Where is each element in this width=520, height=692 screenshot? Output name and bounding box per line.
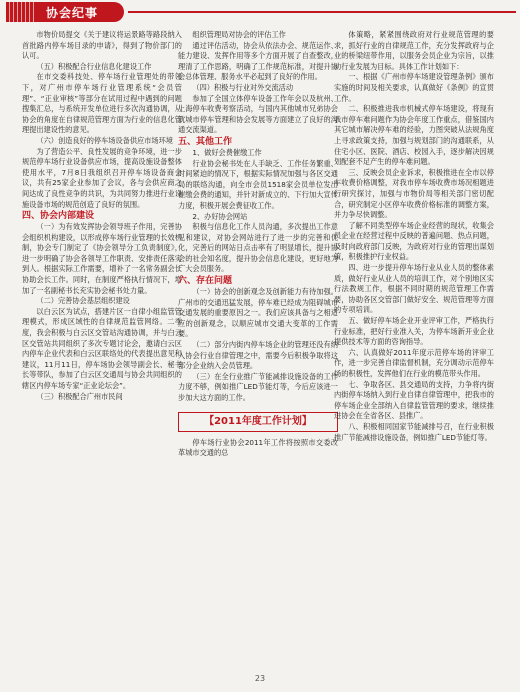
subheading: 2、办好协会网站 (192, 211, 248, 221)
paragraph: 停车场行业协会2011年工作将按照市交委改革城市交通的总 (178, 437, 338, 458)
subheading: 1、做好会费催缴工作 (192, 147, 262, 157)
paragraph: 七、争取各区、县交通局的支持，力争将内街内街停车场纳入到行业自律自律管理中，把我市的停车场企业全部纳入自律监管管理的要求，继续推进协会在全省各区、县推广。 (334, 379, 494, 421)
section-heading: 六、存在问题 (178, 276, 233, 287)
paragraph: 积极与信息化工作人员沟通，多次提出工作意见和建议，对协会网站进行了进一步的完善和优化，完善后的网站日点击率有了明显增长，提升协会的社会知名度，提升协会信息化建设，更好地为广大会员服务。 (178, 222, 338, 274)
paragraph: 五、做好停车场企业开业评审工作，严格执行行业标准，把好行业准入关，为停车场新开业企业提供技术等方面的咨询指导。 (334, 316, 494, 347)
section-heading: 四、协会内部建设 (22, 211, 95, 222)
paragraph: 八、积极相同国家节能减排号召，在行业积极推广节能减排设施设备，例如推广LED节能灯等。 (334, 421, 494, 442)
paragraph: 组织管理局对协会的评估工作 (192, 30, 286, 39)
header-rule (128, 11, 516, 13)
section-tab (6, 2, 124, 22)
column-1 (22, 30, 182, 402)
paragraph: 体策略，紧紧围绕政府对行业规范管理的要求，抓好行业的自律规范工作，充分发挥政府与企业的桥梁纽带作用，以服务会员企业为宗旨，以推动行业发展为目标。具体工作计划如下： (334, 30, 494, 71)
section-title: 协会纪事 (46, 6, 99, 20)
paragraph: （一）协会的创新观念及创新能力有待加强。广州市的交通迅猛发展，停车难已经成为阻碍城市交通发展的重要原因之一。我们应该具备与之相适应的创新观念，以顺应城市交通大变革的工作需要。 (178, 287, 338, 339)
page-header (0, 0, 520, 26)
column-2 (178, 30, 338, 459)
paragraph: 一、根据《广州市停车场建设管理条例》颁布实施的时间及相关要求，认真做好《条例》的宣贯工作。 (334, 72, 494, 103)
paragraph: 行业协会秘书处在人手缺乏、工作任务繁重、时间紧迫的情况下，根据实际情况加强与各区交通局的联络沟通，向全市会员1518家会员单位发出催缴会费的通知，并针对新成立的、下行加大宣传力度，积极开展会费征收工作。 (178, 158, 338, 210)
column-3 (334, 30, 494, 443)
tab-stripe-decoration (6, 2, 36, 22)
paragraph: 在市交委科技处、停车场行业管理处的带领下，对广州市停车场行业管理系统“会员管理”、“正业审核”等部分在试用过程中遇到的问题搜集汇总，与系统开发单位进行多次沟通协调，从协会的角度在自律规范管理方面为行业的信息化管理提出建设性的意见。 (22, 72, 182, 135)
subheading: （六）创造良好的停车场设备供应市场环境 (36, 135, 173, 145)
subheading: （三）积极配合广州市民间 (36, 391, 123, 401)
paragraph: 以白云区为试点，搭建片区一自律小组监管管理模式，形成区域性的自律规范监管网络。二季度，我会积极与白云区交管站沟通协调，并与白云区交管站共同组织了多次专题讨论会，邀请白云区内停车企业代表和白云区联络处的代表提出意见和建议，11月11日，停车场协会领导副会长、秘书长等带队，参加了白云区交通局与协会共同组织的辖区内停车场专家“正业论坛会”。 (22, 306, 182, 390)
paragraph: （一）为有效发挥协会领导班子作用，完善协会组织机构建设，以形成停车场行业管理的长效机制，协会专门制定了《协会领导分工负责制度》，进一步明确了协会各领导工作职责、安排责任落实到人。根据实际工作需要，增补了一名常务副会长协助会长工作。同时，在制度严格执行情况下，增加了一名副秘书长充实协会秘书处力量。 (22, 222, 182, 295)
paragraph: 市物价局提交《关于建议将运景路等路段纳入首批路内停车场目录的申请》，得到了物价部门的认可。 (22, 30, 182, 61)
paragraph: 为了营造公平、良性发展的竞争环境，进一步规范停车场行业设备供应市场，提高设施设备整体使用水平，7月8日我组织召开停车场设备商会议，共有25家企业参加了会议，各与会供应商之间达成了良性竞争的共识，为共同努力推进行业设施设备市场的规范创造了良好的氛围。 (22, 146, 182, 209)
subheading: （五）积极配合行业信息化建设工作 (36, 61, 152, 71)
paragraph: 参加了全国立体停车设备工作年会以及杭州、上海停车收费考察活动，与国内其他城市兄弟协会就城市停车管理和协会发展等方面建立了良好的沟通交流渠道。 (178, 93, 338, 135)
subheading: （二）完善协会基层组织建设 (36, 296, 130, 306)
page-number: 23 (254, 674, 266, 683)
paragraph: 二、积极推进我市机械式停车场建设，将现有我市停车难问题作为协会年度工作重点，借鉴国内其它城市解决停车难的经验，力图突破从法规角度上寻求政策支持，加强与规划部门的沟通联系，从住宅小区、医院、酒店、校园入手，逐步解决因规划配套不足产生的停车难问题。 (334, 104, 494, 167)
paragraph: 六、认真做好2011年度示范停车场的评审工作，进一步完善自律监督机制，充分调动示范停车场的积极性，发挥他们在行业的模范带头作用。 (334, 347, 494, 378)
subheading: （四）积极与行业对外交流活动 (192, 82, 294, 92)
paragraph: （三）在全行业推广节能减排设施设备的工作力度不够，例如推广LED节能灯等，今后应该进一步加大这方面的工作。 (178, 371, 338, 402)
paragraph: （二）部分内街内停车场企业的管理还没有纳入协会行业自律管理之中，需要今后积极争取将这部分企业纳入会员管理。 (178, 340, 338, 371)
paragraph: 了解不同类型停车场企业经营的现状，收集会员企业在经营过程中反映的普遍问题、热点问题，及时向政府部门反映，为政府对行业的管理出谋划策，积极推护行业权益。 (334, 220, 494, 262)
paragraph: 四、进一步提升停车场行业从业人员的整体素质，做好行业从业人员的培训工作，对个别地区实行法教规工作，根据不同时期的规范管理工作需要，协助各区交管部门做好安全、规范管理等方面的专项培训。 (334, 263, 494, 315)
work-plan-title: 【2011年度工作计划】 (178, 412, 338, 432)
paragraph: 三、反映会员企业诉求，积极推进在全市以停车收费价格调整，对我市停车场收费市场况相题进行研究探讨，加强与市物价局等相关部门密切配合，研究制定小区停车收费价格标准的调整方案，并力争尽快调整。 (334, 167, 494, 220)
section-heading: 五、其他工作 (178, 136, 233, 147)
paragraph: 通过评估活动，协会从依法办会、规范运作、能力建设、发挥作用等多个方面开展了自查整改，理清了工作思路，明确了工作规范标准，对提升协会总体管理、服务水平必起到了良好的作用。 (178, 40, 338, 82)
